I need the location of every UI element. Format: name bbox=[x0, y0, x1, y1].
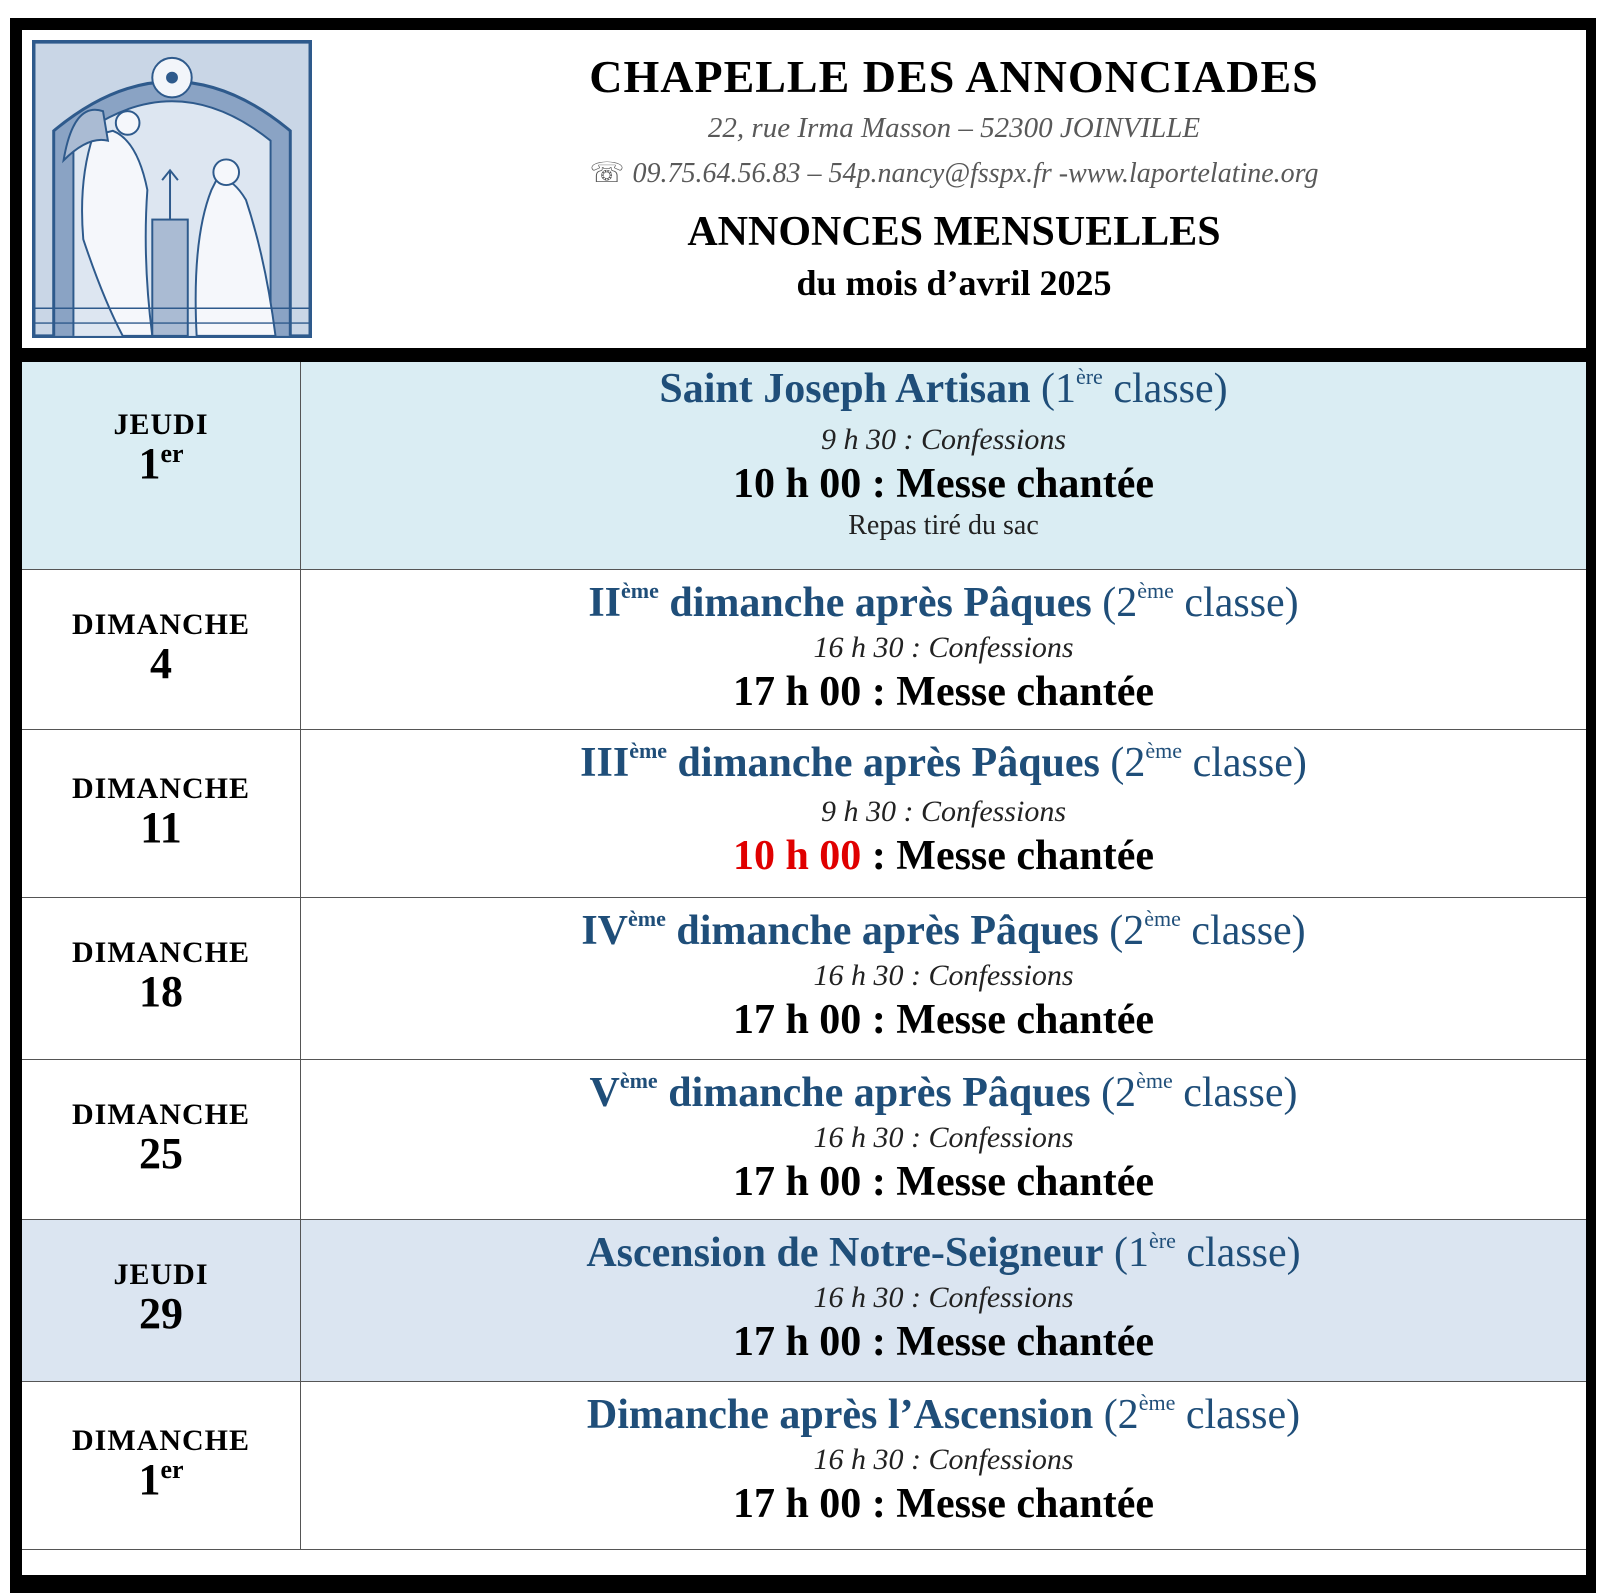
mass-time: 10 h 00 : Messe chantée bbox=[732, 461, 1155, 507]
day-number: 1er bbox=[138, 1455, 184, 1504]
feast-title: Saint Joseph Artisan (1ère classe) bbox=[659, 364, 1228, 412]
day-cell bbox=[22, 898, 301, 1059]
confessions-time: 16 h 30 : Confessions bbox=[813, 1281, 1074, 1314]
day-number: 18 bbox=[139, 967, 183, 1016]
feast-title: Ascension de Notre-Seigneur (1ère classe) bbox=[586, 1228, 1301, 1276]
feast-title: IIIème dimanche après Pâques (2ème classe) bbox=[580, 738, 1307, 786]
feast-title: IVème dimanche après Pâques (2ème classe) bbox=[581, 906, 1306, 954]
mass-time: 10 h 00 : Messe chantée bbox=[732, 833, 1155, 879]
schedule-row bbox=[22, 730, 1586, 898]
feast-cell bbox=[301, 1060, 1586, 1219]
day-number: 25 bbox=[139, 1129, 183, 1178]
feast-cell bbox=[301, 570, 1586, 729]
telephone-icon: ☏ bbox=[589, 158, 625, 189]
schedule-row bbox=[22, 1060, 1586, 1220]
month-heading: du mois d’avril 2025 bbox=[796, 263, 1112, 303]
announcements-heading: ANNONCES MENSUELLES bbox=[687, 209, 1221, 255]
weekday: DIMANCHE bbox=[72, 608, 250, 641]
confessions-time: 9 h 30 : Confessions bbox=[820, 423, 1066, 456]
bottom-border bbox=[22, 1575, 1586, 1585]
day-number: 1er bbox=[138, 439, 184, 488]
header bbox=[22, 30, 1586, 348]
chapel-address: 22, rue Irma Masson – 52300 JOINVILLE bbox=[707, 112, 1201, 144]
chapel-contact bbox=[322, 156, 1586, 190]
day-cell bbox=[22, 1220, 301, 1381]
schedule-row bbox=[22, 570, 1586, 730]
feast-cell bbox=[301, 1220, 1586, 1381]
day-number: 4 bbox=[150, 639, 172, 688]
day-cell bbox=[22, 730, 301, 897]
feast-title: Dimanche après l’Ascension (2ème classe) bbox=[586, 1390, 1301, 1438]
changed-time: 10 h 00 bbox=[732, 833, 862, 879]
mass-time: 17 h 00 : Messe chantée bbox=[732, 669, 1155, 715]
contact-text: 09.75.64.56.83 – 54p.nancy@fsspx.fr -www.laportelatine.org bbox=[632, 158, 1319, 189]
confessions-time: 16 h 30 : Confessions bbox=[813, 631, 1074, 664]
mass-time: 17 h 00 : Messe chantée bbox=[732, 1319, 1155, 1365]
schedule-table bbox=[22, 362, 1586, 1585]
day-cell bbox=[22, 570, 301, 729]
feast-title: Vème dimanche après Pâques (2ème classe) bbox=[589, 1068, 1298, 1116]
schedule-row bbox=[22, 1220, 1586, 1382]
feast-title: IIème dimanche après Pâques (2ème classe) bbox=[588, 578, 1299, 626]
meal-note: Repas tiré du sac bbox=[848, 510, 1039, 541]
weekday: DIMANCHE bbox=[72, 772, 250, 805]
weekday: DIMANCHE bbox=[72, 1098, 250, 1131]
confessions-time: 16 h 30 : Confessions bbox=[813, 959, 1074, 992]
weekday: DIMANCHE bbox=[72, 936, 250, 969]
annunciation-engraving bbox=[32, 40, 312, 338]
confessions-time: 9 h 30 : Confessions bbox=[820, 795, 1066, 828]
mass-time: 17 h 00 : Messe chantée bbox=[732, 1481, 1155, 1527]
day-cell bbox=[22, 1382, 301, 1549]
feast-cell bbox=[301, 730, 1586, 897]
mass-time: 17 h 00 : Messe chantée bbox=[732, 997, 1155, 1043]
weekday: JEUDI bbox=[113, 1258, 209, 1291]
weekday: DIMANCHE bbox=[72, 1424, 250, 1457]
confessions-time: 16 h 30 : Confessions bbox=[813, 1121, 1074, 1154]
day-number: 11 bbox=[140, 803, 182, 852]
feast-cell bbox=[301, 898, 1586, 1059]
feast-cell bbox=[301, 1382, 1586, 1549]
schedule-row bbox=[22, 898, 1586, 1060]
feast-cell bbox=[301, 362, 1586, 569]
day-number: 29 bbox=[139, 1289, 183, 1338]
confessions-time: 16 h 30 : Confessions bbox=[813, 1443, 1074, 1476]
weekday: JEUDI bbox=[113, 408, 209, 441]
schedule-row bbox=[22, 362, 1586, 570]
chapel-title: CHAPELLE DES ANNONCIADES bbox=[589, 51, 1319, 102]
mass-time: 17 h 00 : Messe chantée bbox=[732, 1159, 1155, 1205]
schedule-row bbox=[22, 1382, 1586, 1550]
day-cell bbox=[22, 362, 301, 569]
day-cell bbox=[22, 1060, 301, 1219]
